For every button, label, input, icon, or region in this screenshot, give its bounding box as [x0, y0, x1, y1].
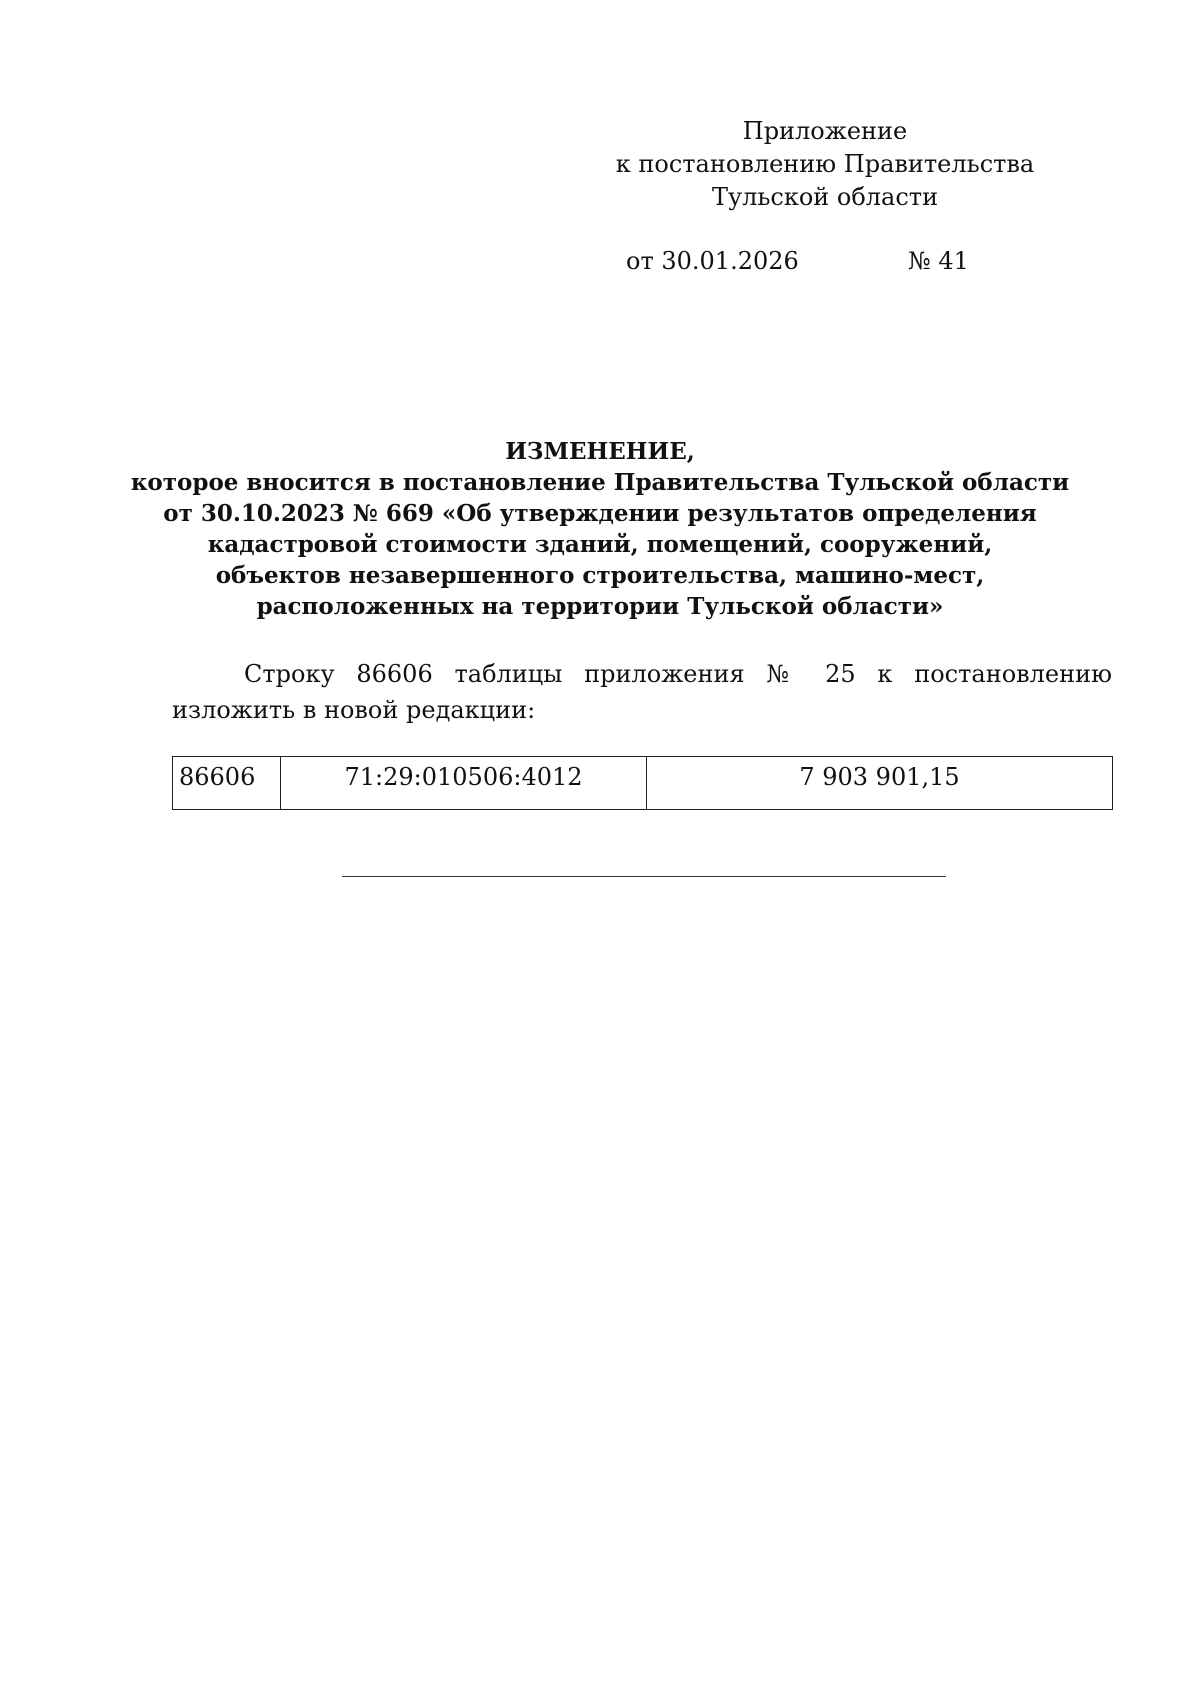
appendix-header — [585, 115, 1065, 214]
appendix-line-2: к постановлению Правительства — [615, 150, 1035, 178]
title-line-5: объектов незавершенного строительства, машино-мест, — [215, 562, 985, 589]
amendment-table — [172, 756, 1113, 810]
decree-number: № 41 — [908, 247, 969, 275]
title-line-1: ИЗМЕНЕНИЕ, — [505, 438, 695, 465]
document-title — [130, 436, 1070, 622]
table-row — [173, 757, 1113, 810]
cadastral-number-cell: 71:29:010506:4012 — [281, 757, 647, 810]
decree-date: от 30.01.2026 — [626, 247, 799, 275]
cadastral-value-cell: 7 903 901,15 — [647, 757, 1113, 810]
body-paragraph: Строку 86606 таблицы приложения № 25 к постановлению изложить в новой редакции: — [172, 660, 1112, 724]
appendix-line-1: Приложение — [742, 117, 908, 145]
appendix-line-3: Тульской области — [711, 183, 939, 211]
title-line-2: которое вносится в постановление Правительства Тульской области — [130, 469, 1070, 496]
title-line-3: от 30.10.2023 № 669 «Об утверждении результатов определения — [163, 500, 1037, 527]
title-line-4: кадастровой стоимости зданий, помещений, сооружений, — [207, 531, 993, 558]
end-separator-line — [342, 876, 946, 877]
title-line-6: расположенных на территории Тульской области» — [256, 593, 944, 620]
row-number-cell: 86606 — [173, 757, 281, 810]
